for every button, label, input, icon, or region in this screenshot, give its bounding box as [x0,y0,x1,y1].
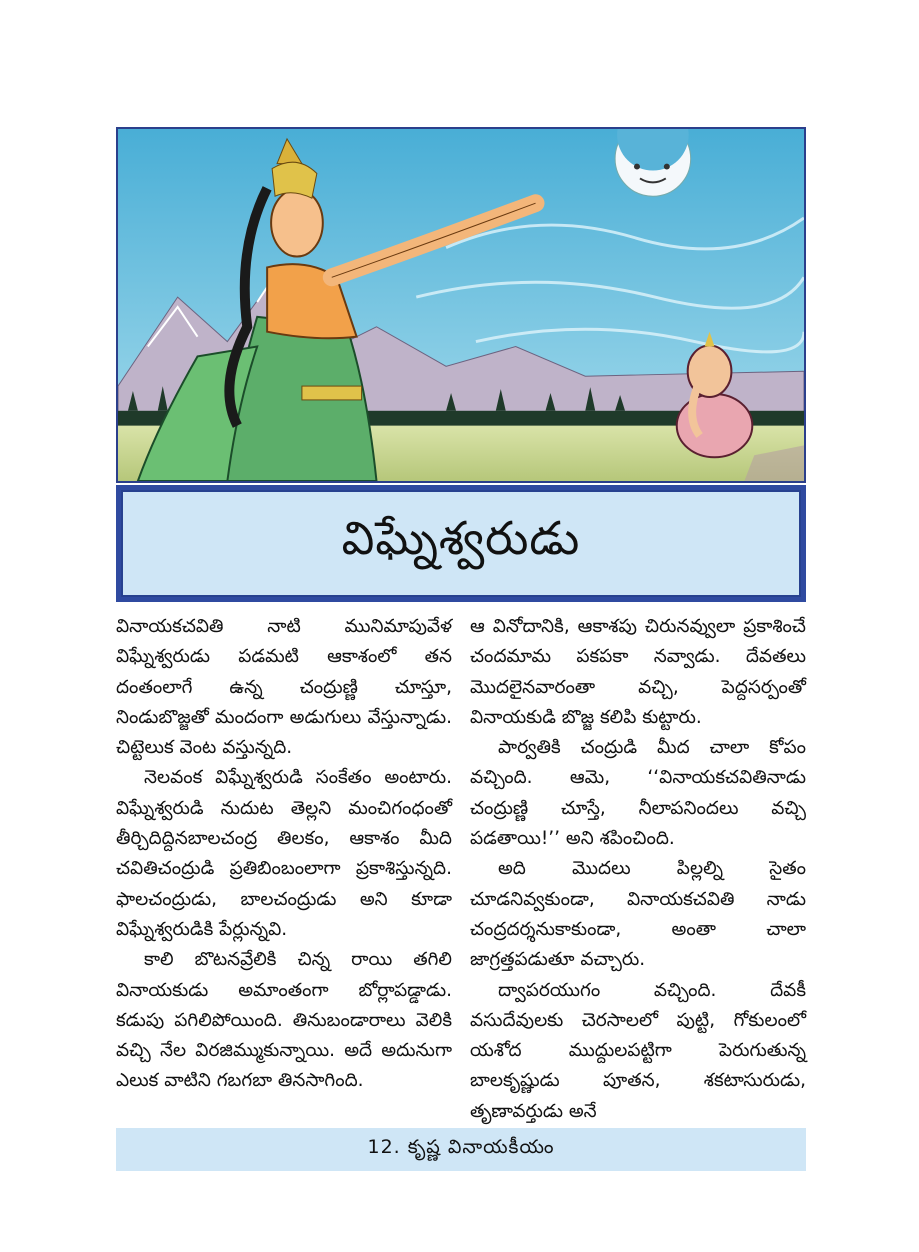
crescent-moon [615,129,691,196]
illustration-svg [118,129,804,481]
paragraph: పార్వతికి చంద్రుడి మీద చాలా కోపం వచ్చింది. ఆమె, ‘‘వినాయకచవితినాడు చంద్రుణ్ణి చూస్తే, నీలాపనిందలు వచ్చి పడతాయి!’’ అని శపించింది. [470,737,806,850]
illustration-parvati-pointing-at-moon [116,127,806,483]
paragraph: అది మొదలు పిల్లల్ని సైతం చూడనివ్వకుండా, వినాయకచవితి నాడు చంద్రదర్శనుకాకుండా, అంతా చాలా జాగ్రత్తపడుతూ వచ్చారు. [470,858,806,971]
page-footer: 12. కృష్ణ వినాయకీయం [367,1136,555,1158]
title-banner-inner [121,490,801,597]
paragraph: కాలి బొటనవ్రేలికి చిన్న రాయి తగిలి వినాయకుడు అమాంతంగా బోర్లాపడ్డాడు. కడుపు పగిలిపోయింది. తినుబండారాలు వెలికి వచ్చి నేల విరజిమ్ముకున్నాయి. అదే అదునుగా ఎలుక వాటిని గబగబా తినసాగింది. [116,949,452,1092]
left-column [116,612,452,1112]
paragraph: వినాయకచవితి నాటి మునిమాపువేళ విఘ్నేశ్వరుడు పడమటి ఆకాశంలో తన దంతంలాగే ఉన్న చంద్రుణ్ణి చూస్తూ, నిండుబొజ్జతో మందంగా అడుగులు వేస్తున్నాడు. చిట్టెలుక వెంట వస్తున్నది. [116,616,452,759]
paragraph: నెలవంక విఘ్నేశ్వరుడి సంకేతం అంటారు. విఘ్నేశ్వరుడి నుదుట తెల్లని మంచిగంధంతో తీర్చిదిద్దినబాలచంద్ర తిలకం, ఆకాశం మీది చవితిచంద్రుడి ప్రతిబింబంలాగా ప్రకాశిస్తున్నది. ఫాలచంద్రుడు, బాలచంద్రుడు అని కూడా విఘ్నేశ్వరుడికి పేర్లున్నవి. [116,767,452,940]
title-banner [116,485,806,602]
text-columns [116,612,806,1122]
paragraph: ద్వాపరయుగం వచ్చింది. దేవకీ వసుదేవులకు చెరసాలలో పుట్టి, గోకులంలో యశోద ముద్దులపట్టిగా పెరుగుతున్న బాలకృష్ణుడు పూతన, శకటాసురుడు, తృణావర్తుడు అనే [470,979,806,1122]
paragraph: ఆ వినోదానికి, ఆకాశపు చిరునవ్వులా ప్రకాశించే చందమామ పకపకా నవ్వాడు. దేవతలు మొదలైనవారంతా వచ్చి, పెద్దసర్పంతో వినాయకుడి బొజ్జ కలిపి కుట్టారు. [470,616,806,728]
right-column [470,612,806,1122]
page-title: విఘ్నేశ్వరుడు [341,510,581,565]
footer-banner [116,1128,806,1171]
